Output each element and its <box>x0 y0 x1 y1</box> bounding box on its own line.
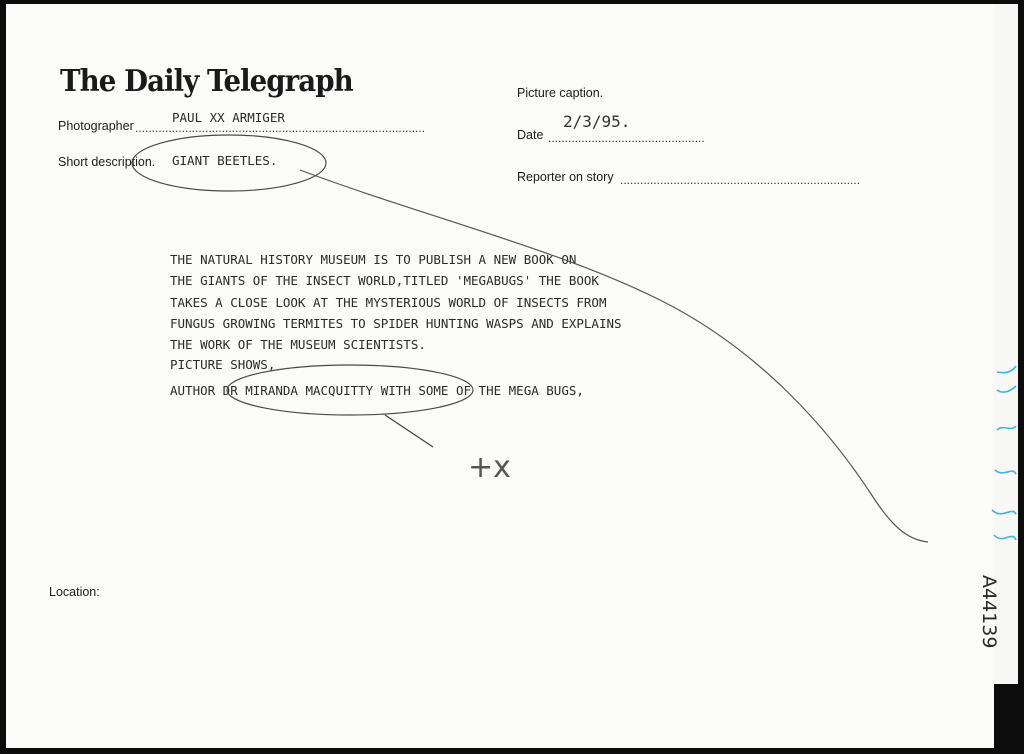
caption-line: THE GIANTS OF THE INSECT WORLD,TITLED 'MEGABUGS' THE BOOK <box>170 273 599 288</box>
reporter-label: Reporter on story <box>517 170 614 184</box>
picture-caption-label: Picture caption. <box>517 86 604 100</box>
reporter-dotted-line: ........................................................................ <box>620 173 861 187</box>
pencil-mark: +x <box>468 450 511 485</box>
caption-line: THE WORK OF THE MUSEUM SCIENTISTS. <box>170 337 426 352</box>
short-description-value: GIANT BEETLES. <box>172 153 278 168</box>
photographer-dotted-line: ....................................................................................... <box>135 121 426 135</box>
date-value: 2/3/95. <box>563 112 631 131</box>
caption-line: FUNGUS GROWING TERMITES TO SPIDER HUNTING WASPS AND EXPLAINS <box>170 316 622 331</box>
caption-sheet <box>6 4 994 748</box>
margin-code: A44139 <box>978 575 1000 649</box>
masthead-logo: The Daily Telegraph <box>60 64 353 99</box>
photographer-label: Photographer <box>58 119 134 133</box>
caption-line: AUTHOR DR MIRANDA MACQUITTY WITH SOME OF THE MEGA BUGS, <box>170 383 584 398</box>
caption-line: TAKES A CLOSE LOOK AT THE MYSTERIOUS WORLD OF INSECTS FROM <box>170 295 607 310</box>
date-dotted-line: ............................................... <box>548 131 705 145</box>
short-description-label: Short description. <box>58 155 156 169</box>
caption-line: THE NATURAL HISTORY MUSEUM IS TO PUBLISH A NEW BOOK ON <box>170 252 577 267</box>
date-label: Date <box>517 128 544 142</box>
photographer-value: PAUL XX ARMIGER <box>172 110 285 125</box>
location-label: Location: <box>49 585 100 599</box>
caption-line: PICTURE SHOWS, <box>170 357 276 372</box>
